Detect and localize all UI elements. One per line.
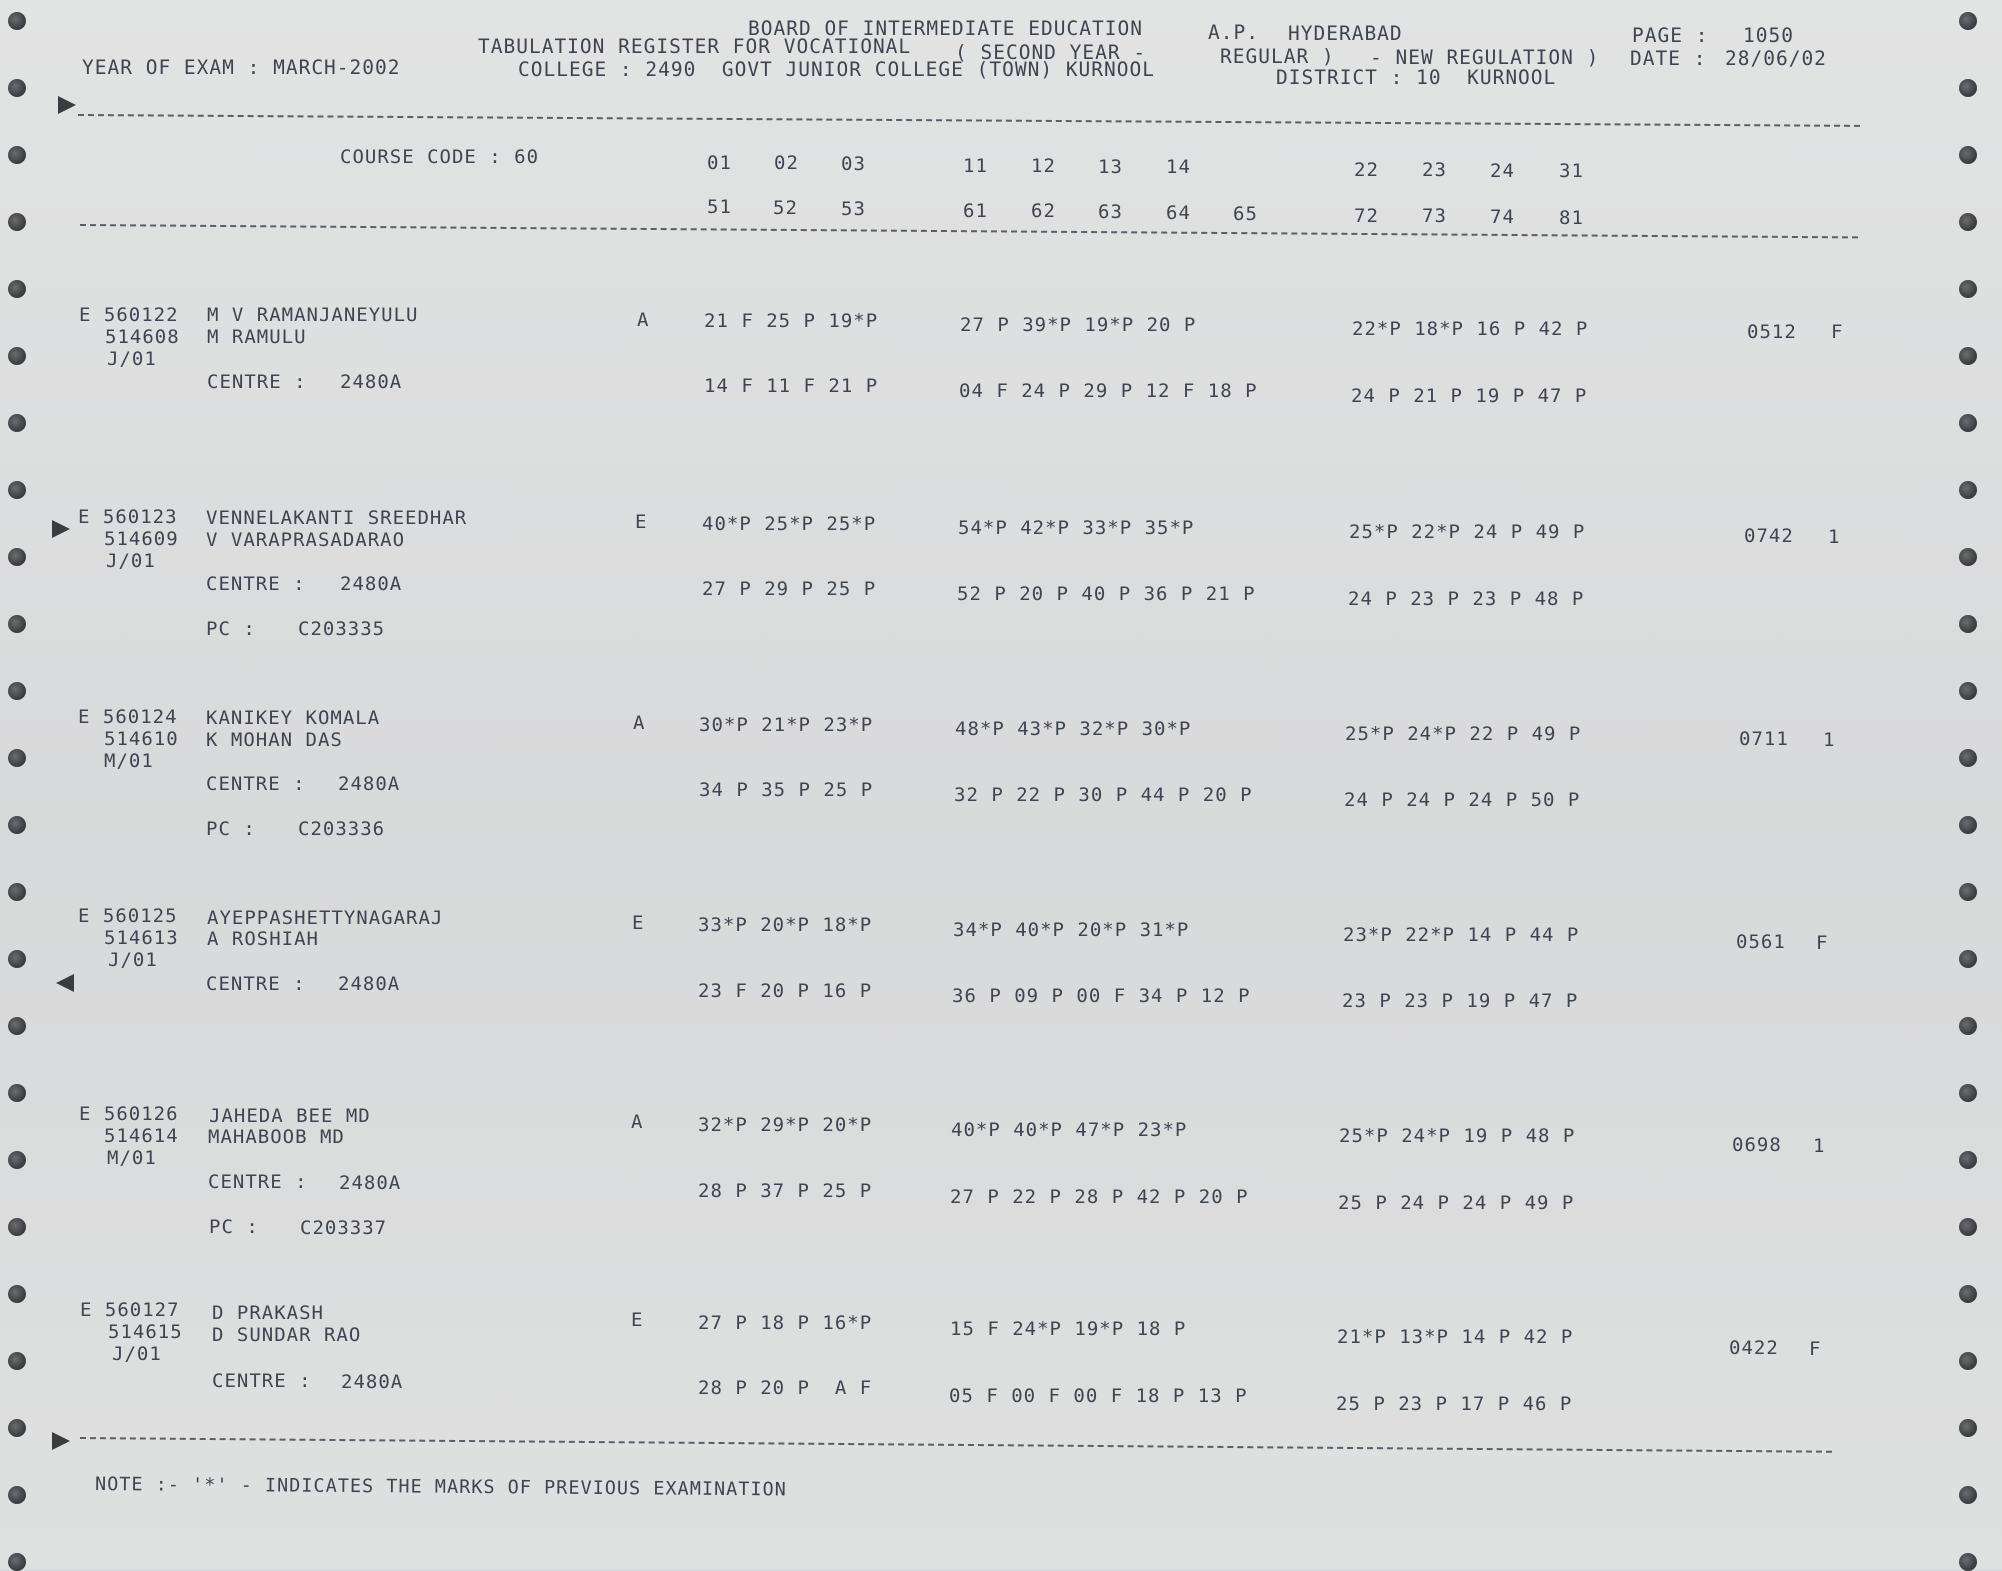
tractor-hole	[8, 749, 26, 767]
marks-group-2-row-2: 05 F 00 F 00 F 18 P 13 P	[949, 1385, 1248, 1407]
course-code: 03	[841, 153, 866, 175]
marks-group-2-row-1: 34*P 40*P 20*P 31*P	[953, 919, 1190, 941]
course-code: 53	[841, 198, 866, 220]
register-number: E 560123	[78, 506, 178, 528]
course-code: 31	[1559, 160, 1584, 182]
marks-group-3-row-1: 22*P 18*P 16 P 42 P	[1352, 318, 1589, 340]
board-state: A.P.	[1208, 21, 1259, 44]
group-code: M/01	[104, 750, 154, 772]
total-marks: 0422	[1729, 1337, 1779, 1359]
page-marker-arrow-icon	[58, 96, 76, 114]
course-code: 62	[1031, 200, 1056, 222]
pc-number: C203336	[298, 818, 386, 840]
tractor-hole	[1959, 548, 1977, 566]
marks-group-3-row-2: 25 P 23 P 17 P 46 P	[1336, 1393, 1573, 1415]
marks-group-3-row-1: 25*P 24*P 22 P 49 P	[1345, 723, 1582, 745]
student-name: KANIKEY KOMALA	[206, 707, 381, 729]
tractor-hole	[1959, 146, 1977, 164]
medium: E	[635, 511, 648, 533]
course-code: 64	[1166, 202, 1191, 224]
centre-code: 2480A	[340, 573, 403, 595]
board-name: BOARD OF INTERMEDIATE EDUCATION	[748, 17, 1143, 40]
marks-group-2-row-1: 40*P 40*P 47*P 23*P	[951, 1119, 1188, 1141]
tractor-hole	[8, 1218, 26, 1236]
marks-group-1-row-2: 14 F 11 F 21 P	[704, 375, 879, 397]
student-id: 514608	[105, 326, 180, 348]
course-code: 24	[1490, 160, 1515, 182]
marks-group-3-row-2: 25 P 24 P 24 P 49 P	[1338, 1192, 1575, 1214]
left-tractor-holes	[4, 0, 34, 1569]
board-city: HYDERABAD	[1288, 22, 1403, 45]
result-code: 1	[1813, 1135, 1826, 1157]
marks-group-1-row-1: 21 F 25 P 19*P	[704, 310, 879, 332]
course-code: 13	[1098, 156, 1123, 178]
student-name: JAHEDA BEE MD	[209, 1105, 371, 1127]
tractor-hole	[8, 347, 26, 365]
student-id: 514614	[104, 1125, 179, 1147]
course-code-label: COURSE CODE : 60	[340, 146, 540, 168]
tractor-hole	[8, 280, 26, 298]
marks-group-1-row-1: 40*P 25*P 25*P	[702, 513, 877, 535]
tractor-hole	[8, 615, 26, 633]
marks-group-2-row-1: 54*P 42*P 33*P 35*P	[958, 517, 1195, 539]
marks-group-1-row-1: 32*P 29*P 20*P	[698, 1114, 873, 1136]
tractor-hole	[1959, 1218, 1977, 1236]
page-marker-arrow-icon	[52, 1432, 70, 1450]
footer-divider	[80, 1437, 1832, 1453]
footnote: NOTE :- '*' - INDICATES THE MARKS OF PREVIOUS EXAMINATION	[94, 1474, 787, 1501]
marks-group-3-row-1: 21*P 13*P 14 P 42 P	[1337, 1326, 1574, 1348]
course-code: 63	[1098, 201, 1123, 223]
centre-code: 2480A	[341, 1371, 404, 1393]
marks-group-3-row-1: 25*P 24*P 19 P 48 P	[1339, 1125, 1576, 1147]
tractor-hole	[8, 12, 26, 30]
tractor-hole	[8, 1084, 26, 1102]
page-label: PAGE :	[1632, 24, 1709, 47]
result-code: 1	[1823, 729, 1836, 751]
marks-group-2-row-2: 36 P 09 P 00 F 34 P 12 P	[952, 985, 1251, 1007]
year-of-exam: YEAR OF EXAM : MARCH-2002	[82, 56, 401, 79]
tractor-hole	[1959, 12, 1977, 30]
centre-label: CENTRE :	[212, 1370, 312, 1392]
course-code: 51	[707, 196, 732, 218]
page-marker-arrow-icon	[52, 520, 70, 538]
course-code: 12	[1031, 155, 1056, 177]
centre-label: CENTRE :	[208, 1171, 308, 1193]
pc-number: C203335	[298, 618, 386, 640]
course-code: 22	[1354, 159, 1379, 181]
tractor-hole	[8, 414, 26, 432]
medium: A	[631, 1111, 644, 1133]
group-code: J/01	[112, 1343, 162, 1365]
centre-code: 2480A	[338, 773, 401, 795]
marks-group-2-row-2: 32 P 22 P 30 P 44 P 20 P	[954, 784, 1253, 806]
course-divider	[80, 224, 1858, 238]
student-name: M V RAMANJANEYULU	[207, 304, 419, 326]
group-code: M/01	[107, 1147, 157, 1169]
centre-code: 2480A	[338, 973, 401, 995]
centre-code: 2480A	[340, 371, 403, 393]
tractor-hole	[1959, 950, 1977, 968]
total-marks: 0742	[1744, 525, 1794, 547]
register-number: E 560125	[78, 905, 178, 927]
tractor-hole	[1959, 749, 1977, 767]
marks-group-1-row-2: 34 P 35 P 25 P	[699, 779, 874, 801]
tractor-hole	[8, 1285, 26, 1303]
tractor-hole	[1959, 481, 1977, 499]
total-marks: 0512	[1747, 321, 1797, 343]
tractor-hole	[1959, 1285, 1977, 1303]
course-code: 74	[1490, 206, 1515, 228]
marks-group-1-row-1: 27 P 18 P 16*P	[698, 1312, 873, 1334]
course-code: 11	[963, 155, 988, 177]
marks-group-3-row-2: 24 P 21 P 19 P 47 P	[1351, 385, 1588, 407]
marks-group-3-row-2: 24 P 23 P 23 P 48 P	[1348, 588, 1585, 610]
regular-part: REGULAR )	[1220, 45, 1335, 68]
marks-group-1-row-2: 23 F 20 P 16 P	[698, 980, 873, 1002]
marks-group-2-row-1: 48*P 43*P 32*P 30*P	[955, 718, 1192, 740]
course-code: 52	[773, 197, 798, 219]
tractor-hole	[1959, 615, 1977, 633]
tractor-hole	[1959, 79, 1977, 97]
result-code: F	[1831, 321, 1844, 343]
course-code: 61	[963, 200, 988, 222]
tractor-hole	[8, 816, 26, 834]
tractor-hole	[1959, 1553, 1977, 1571]
marks-group-1-row-2: 27 P 29 P 25 P	[702, 578, 877, 600]
tractor-hole	[1959, 347, 1977, 365]
tractor-hole	[8, 213, 26, 231]
course-code: 65	[1233, 203, 1258, 225]
register-number: E 560124	[78, 706, 178, 728]
register-number: E 560122	[79, 304, 179, 326]
tractor-hole	[1959, 883, 1977, 901]
course-code: 02	[774, 152, 799, 174]
tractor-hole	[8, 1419, 26, 1437]
pc-label: PC :	[206, 818, 256, 840]
total-marks: 0698	[1732, 1134, 1782, 1156]
tractor-hole	[8, 1352, 26, 1370]
tractor-hole	[1959, 682, 1977, 700]
tractor-hole	[8, 79, 26, 97]
medium: A	[633, 712, 646, 734]
tractor-hole	[1959, 213, 1977, 231]
header-divider	[78, 114, 1860, 127]
tractor-hole	[8, 1017, 26, 1035]
father-name: V VARAPRASADARAO	[206, 529, 406, 551]
medium: E	[631, 1309, 644, 1331]
course-code: 72	[1354, 205, 1379, 227]
tractor-hole	[8, 1486, 26, 1504]
course-code: 14	[1166, 156, 1191, 178]
register-number: E 560126	[79, 1103, 179, 1125]
centre-label: CENTRE :	[206, 973, 306, 995]
medium: A	[637, 309, 650, 331]
medium: E	[632, 912, 645, 934]
father-name: K MOHAN DAS	[206, 729, 343, 751]
total-marks: 0561	[1736, 931, 1786, 953]
group-code: J/01	[107, 348, 157, 370]
tractor-hole	[8, 548, 26, 566]
pc-label: PC :	[206, 618, 256, 640]
centre-code: 2480A	[339, 1172, 402, 1194]
tractor-hole	[1959, 280, 1977, 298]
father-name: A ROSHIAH	[207, 928, 319, 950]
centre-label: CENTRE :	[206, 773, 306, 795]
tractor-hole	[1959, 816, 1977, 834]
marks-group-2-row-2: 52 P 20 P 40 P 36 P 21 P	[957, 583, 1256, 605]
father-name: MAHABOOB MD	[208, 1126, 345, 1148]
date-label: DATE :	[1630, 47, 1707, 70]
marks-group-2-row-2: 04 F 24 P 29 P 12 F 18 P	[959, 380, 1258, 402]
centre-label: CENTRE :	[206, 573, 306, 595]
student-name: D PRAKASH	[212, 1302, 324, 1324]
tractor-hole	[1959, 1419, 1977, 1437]
student-name: VENNELAKANTI SREEDHAR	[206, 507, 468, 529]
college-name: COLLEGE : 2490 GOVT JUNIOR COLLEGE (TOWN) KURNOOL	[518, 58, 1155, 81]
tractor-hole	[1959, 1084, 1977, 1102]
marks-group-3-row-1: 25*P 22*P 24 P 49 P	[1349, 521, 1586, 543]
result-code: 1	[1828, 526, 1841, 548]
result-code: F	[1809, 1338, 1822, 1360]
tractor-hole	[8, 481, 26, 499]
district-name: DISTRICT : 10 KURNOOL	[1276, 66, 1557, 89]
tractor-hole	[8, 146, 26, 164]
tractor-hole	[1959, 1151, 1977, 1169]
father-name: M RAMULU	[207, 326, 307, 348]
total-marks: 0711	[1739, 728, 1789, 750]
student-id: 514615	[108, 1321, 183, 1343]
marks-group-1-row-1: 30*P 21*P 23*P	[699, 714, 874, 736]
regulation-label: - NEW REGULATION )	[1370, 46, 1600, 69]
tractor-hole	[1959, 1352, 1977, 1370]
centre-label: CENTRE :	[207, 371, 307, 393]
marks-group-2-row-2: 27 P 22 P 28 P 42 P 20 P	[950, 1186, 1249, 1208]
page-number: 1050	[1743, 24, 1794, 47]
marks-group-2-row-1: 15 F 24*P 19*P 18 P	[950, 1318, 1187, 1340]
father-name: D SUNDAR RAO	[212, 1324, 362, 1346]
pc-number: C203337	[300, 1217, 388, 1239]
marks-group-1-row-2: 28 P 37 P 25 P	[698, 1180, 873, 1202]
year-part: ( SECOND YEAR -	[955, 41, 1147, 64]
tractor-hole	[8, 883, 26, 901]
tractor-hole	[8, 682, 26, 700]
student-id: 514609	[104, 528, 179, 550]
page-marker-arrow-icon	[56, 974, 74, 992]
marks-group-3-row-1: 23*P 22*P 14 P 44 P	[1343, 924, 1580, 946]
group-code: J/01	[106, 550, 156, 572]
right-tractor-holes	[1955, 0, 1985, 1569]
register-title: TABULATION REGISTER FOR VOCATIONAL	[478, 35, 912, 58]
marks-group-1-row-1: 33*P 20*P 18*P	[698, 914, 873, 936]
tractor-hole	[8, 950, 26, 968]
student-id: 514613	[104, 927, 179, 949]
tractor-hole	[1959, 414, 1977, 432]
tractor-hole	[8, 1151, 26, 1169]
student-id: 514610	[104, 728, 179, 750]
student-name: AYEPPASHETTYNAGARAJ	[207, 907, 444, 929]
pc-label: PC :	[209, 1216, 259, 1238]
register-number: E 560127	[80, 1299, 180, 1321]
marks-group-3-row-2: 23 P 23 P 19 P 47 P	[1342, 990, 1579, 1012]
marks-group-2-row-1: 27 P 39*P 19*P 20 P	[960, 314, 1197, 336]
course-code: 73	[1422, 205, 1447, 227]
course-code: 23	[1422, 159, 1447, 181]
tractor-hole	[1959, 1486, 1977, 1504]
tractor-hole	[8, 1553, 26, 1571]
tractor-hole	[1959, 1017, 1977, 1035]
result-code: F	[1816, 932, 1829, 954]
marks-group-1-row-2: 28 P 20 P A F	[698, 1377, 873, 1399]
course-code: 01	[707, 152, 732, 174]
print-date: 28/06/02	[1725, 47, 1827, 70]
marks-group-3-row-2: 24 P 24 P 24 P 50 P	[1344, 789, 1581, 811]
group-code: J/01	[108, 949, 158, 971]
course-code: 81	[1559, 207, 1584, 229]
